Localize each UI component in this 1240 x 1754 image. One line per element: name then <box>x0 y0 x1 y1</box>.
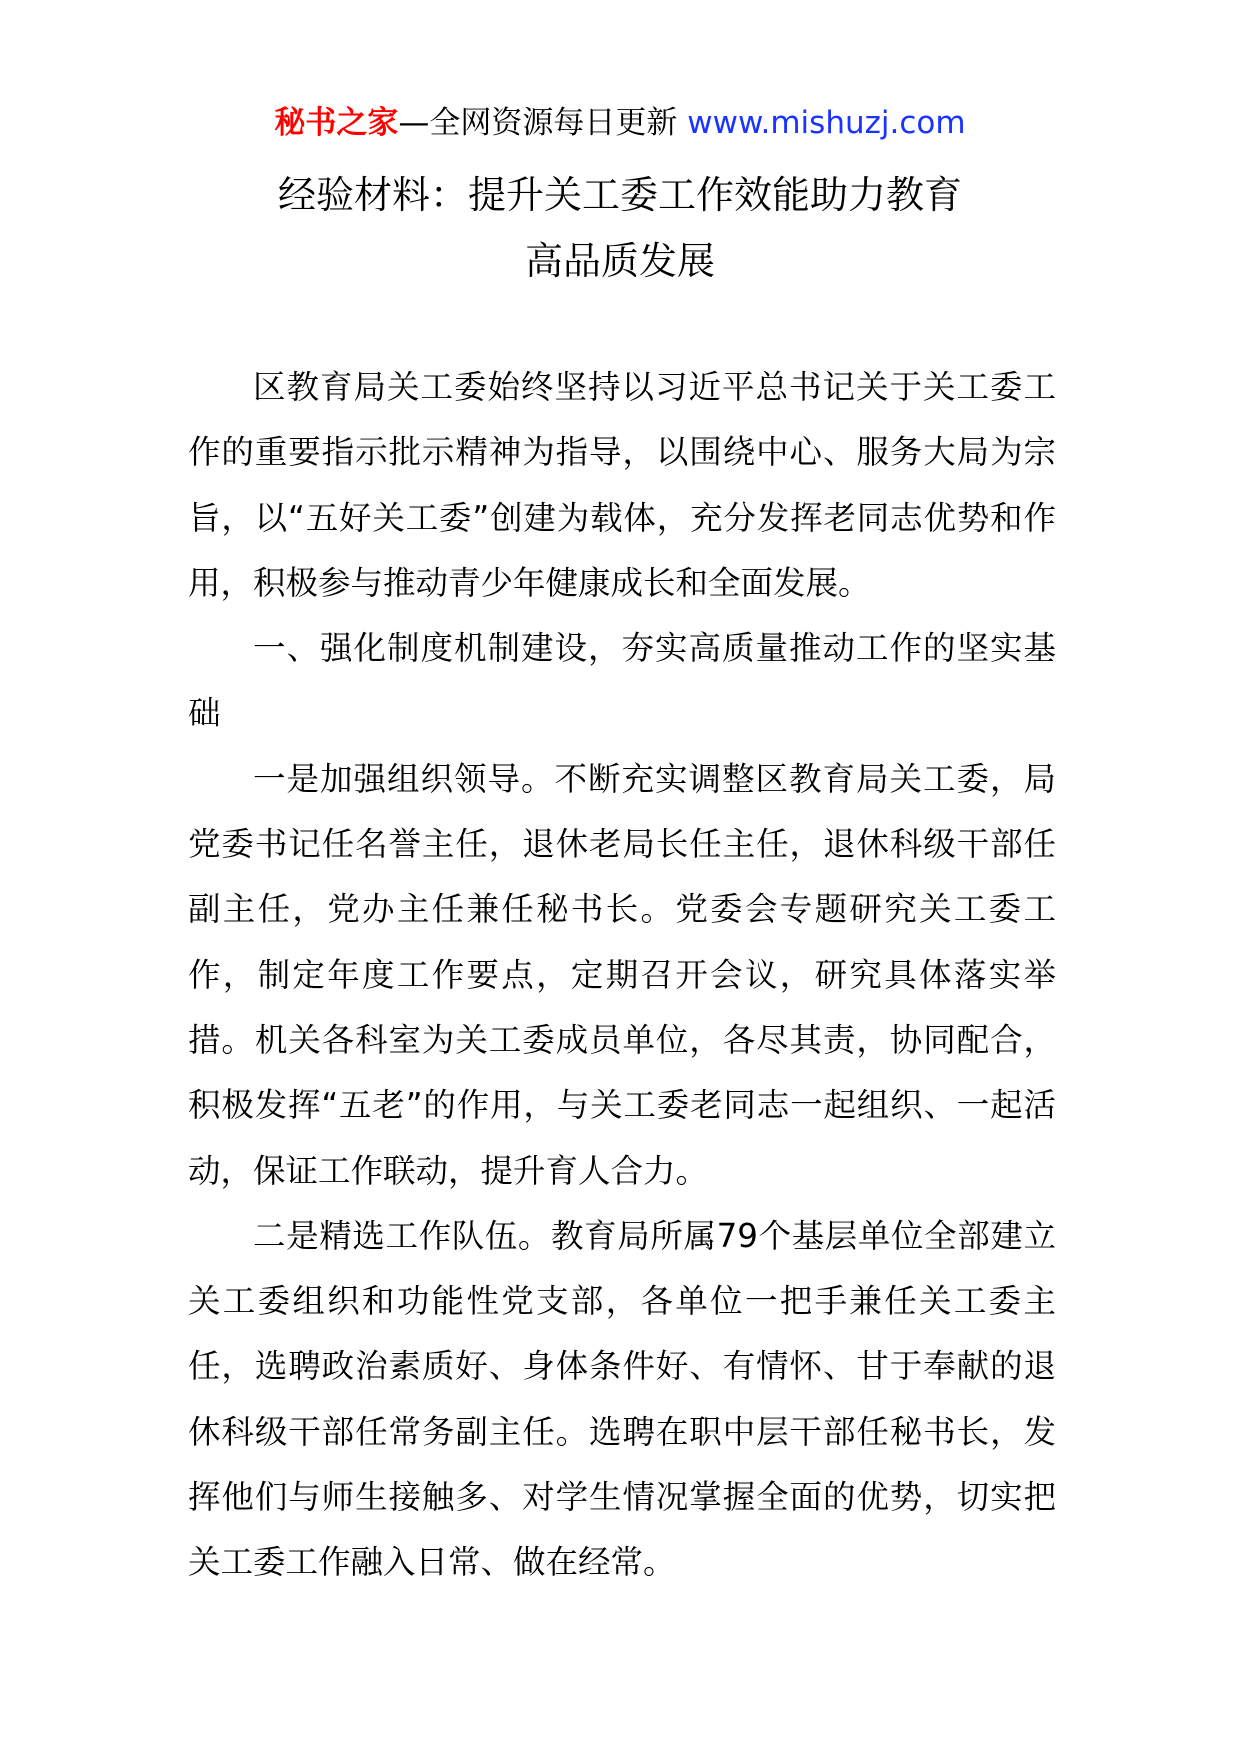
title-line-1: 经验材料：提升关工委工作效能助力教育 <box>277 173 962 217</box>
body-paragraph: 一是加强组织领导。不断充实调整区教育局关工委，局党委书记任名誉主任，退休老局长任主任，退休科级干部任副主任，党办主任兼任秘书长。党委会专题研究关工委工作，制定年度工作要点，定期召开会议，研究具体落实举措。机关各科室为关工委成员单位，各尽其责，协同配合，积极发挥“五老”的作用，与关工委老同志一起组织、一起活动，保证工作联动，提升育人合力。 <box>188 759 1056 1190</box>
site-header <box>0 100 1240 146</box>
document-title <box>0 162 1240 294</box>
intro-paragraph: 区教育局关工委始终坚持以习近平总书记关于关工委工作的重要指示批示精神为指导，以围绕中心、服务大局为宗旨，以“五好关工委”创建为载体，充分发挥老同志优势和作用，积极参与推动青少年健康成长和全面发展。 <box>188 368 1056 602</box>
section-heading: 一、强化制度机制建设，夯实高质量推动工作的坚实基础 <box>188 629 1056 733</box>
site-url-link[interactable]: www.mishuzj.com <box>687 105 966 141</box>
document-body <box>188 355 1056 1596</box>
title-line-2: 高品质发展 <box>524 239 715 283</box>
header-tagline: —全网资源每日更新 <box>398 105 688 141</box>
body-paragraph: 二是精选工作队伍。教育局所属79个基层单位全部建立关工委组织和功能性党支部，各单位一把手兼任关工委主任，选聘政治素质好、身体条件好、有情怀、甘于奉献的退休科级干部任常务副主任。选聘在职中层干部任秘书长，发挥他们与师生接触多、对学生情况掌握全面的优势，切实把关工委工作融入日常、做在经常。 <box>188 1216 1056 1582</box>
brand-name: 秘书之家 <box>274 105 399 141</box>
